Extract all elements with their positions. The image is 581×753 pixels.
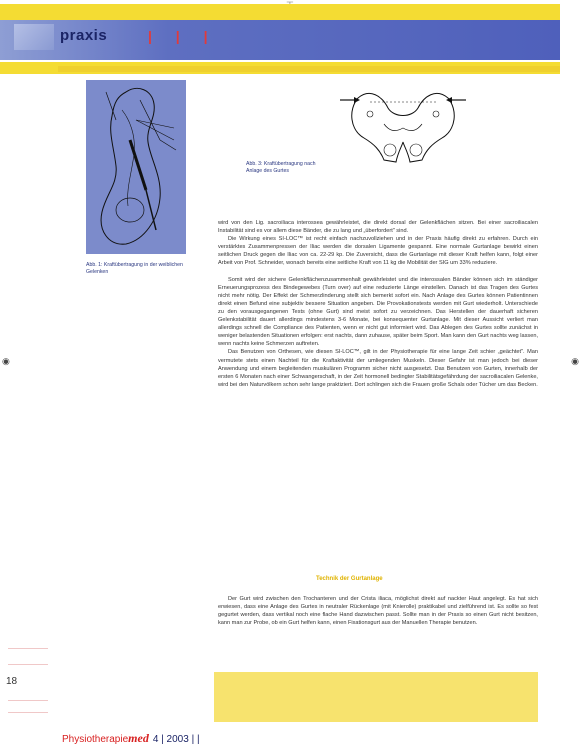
margin-line	[8, 700, 48, 701]
figure-3	[340, 80, 466, 168]
registration-mark-icon: ◉	[2, 356, 10, 366]
pelvis-illustration	[340, 80, 466, 168]
page-number: 18	[6, 676, 18, 687]
paragraph: Die Wirkung eines SI-LOC™ ist recht einfach nachzuvollziehen und in der Praxis häufig direkt zu erfahren. Durch ein verstärktes Zusammenpressen der Iliac werden die dorsalen Ligamente gespannt. Eine normale Gurtanlage bewirkt einen seitlichen Druck gegen die Iliac von ca. 22-29 kp. Die Zuversicht, dass die Gurtanlage mit dieser Kraft helfen kann, folgt einer Arbeit von Prof. Schneider, wonach bereits eine seitliche Kraft von 11 kg die Mobilität der SIG um 33% reduziere.	[218, 236, 538, 267]
margin-line	[8, 712, 48, 713]
figure-3-caption: Abb. 3: Kraftübertragung nach Anlage des Gurtes	[246, 161, 316, 174]
header-rule-inner	[58, 66, 560, 72]
paragraph: Das Benutzen von Orthesen, wie diesen SI-LOC™, gilt in der Physiotherapie für eine lange Zeit schier „geächtet". Man vermutete stets einen Nachteil für die Kraftaktivität der umliegenden Muskeln. Dieser Gefahr ist man jedoch bei dieser Anwendung und einem begleitenden muskulären Programm sicher nicht ausgesetzt. Das Benutzen von Gurten, innerhalb der ersten 6 Monaten nach einer Schwangerschaft, in der Zeit hormonell bedingter Stabilitätsgefährdung der sacroiliacalen Gelenke, wird bei den Naturvölkern schon sehr lange praktiziert. Dort schlingen sich die Frauen große Schals oder Tücher um das Becken.	[218, 349, 538, 388]
femur-illustration	[86, 80, 186, 254]
paragraph: Der Gurt wird zwischen den Trochanteren und der Crista iliaca, möglichst direkt auf nackter Haut angelegt. Es hat sich erwiesen, dass eine Anlage des Gurtes in neutraler Rückenlage (mit Knierolle) praktikabel und zielführend ist. Es sollte so fest gegurtet werden, dass vertikal noch eine flache Hand dazwischen passt. Sollte man in der Praxis so einen Gurt nicht besitzen, kann man zur Probe, ob ein Gurt helfen kann, einen Fixationsgurt aus der Manuellen Therapie benutzen.	[218, 596, 538, 627]
highlight-box	[214, 672, 538, 722]
registration-mark-icon: ◉	[571, 356, 579, 366]
section-bars: | | |	[148, 28, 218, 44]
figure-1-caption: Abb. 1: Kraftübertragung in der weiblichen Gelenken	[86, 262, 183, 275]
subheading: Technik der Gurtanlage	[316, 576, 383, 582]
margin-line	[8, 664, 48, 665]
margin-line	[8, 648, 48, 649]
journal-footer	[62, 731, 200, 746]
article-column-technique	[218, 595, 538, 627]
article-column	[218, 219, 538, 389]
paragraph: Somit wird der sichere Gelenkflächenzusammenhalt gewährleistet und die interossalen Bänder können sich im ständiger Erneuerungsprozess des Bindegewebes (Turn over) auf eine reduzierte Länge einstellen. Danach ist das Tragen des Gurtes nicht mehr nötig. Der Effekt der Schmerzlinderung stellt sich bemerkt sofort ein. Nach Anlage des Gurtes können Patientinnen direkt einen Befund eine subjektiv bessere Situation angeben. Die Provokationstests werden mit Gurt wiederholt. Unterschiede zu den vorausgegangenen Tests (ohne Gurt) sind meist sofort zu verzeichnen. Das Herstellen der dauerhaft sicheren Gelenkstabilität dauert allerdings mindestens 3-6 Monate, bei konsequenter Gurtanlage. Mit dieser Aussicht verliert man allerdings schnell die Compliance des Patienten, wenn er nicht gut informiert wird. Das Ablegen des Gurtes sollte zunächst in weniger belastenden Situationen erfolgen: erst nachts, dann zuhause, später beim Sport. Man kann den Gurt nachts weg lassen, wenn nachts keine Schmerzen auftreten.	[218, 276, 538, 348]
paragraph: wird von den Lig. sacroiliaca interossea gewährleistet, die direkt dorsal der Gelenkflächen sitzen. Bei einer sacroiliacalen Instabilität sind es vor allem diese Bänder, die zu lang und „überfordert" sind.	[218, 220, 538, 235]
header-decoration	[14, 24, 54, 50]
journal-med-logo: med	[128, 731, 149, 745]
header-yellow-band	[0, 4, 560, 20]
journal-name: Physiotherapie	[62, 734, 129, 745]
figure-1	[86, 80, 186, 254]
section-title: praxis	[60, 27, 108, 44]
issue-label: 4 | 2003 | |	[152, 734, 200, 745]
